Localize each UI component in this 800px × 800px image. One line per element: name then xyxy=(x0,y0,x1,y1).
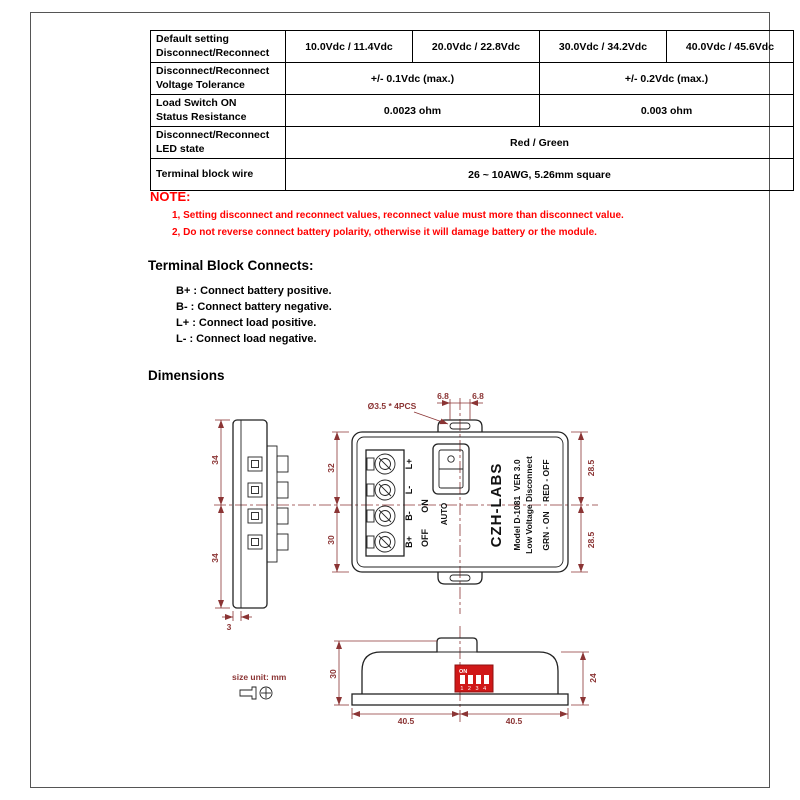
dim-label: 6.8 xyxy=(437,391,449,401)
dim-label: 3 xyxy=(226,622,232,632)
switch-off-label: OFF xyxy=(420,529,430,547)
table-cell: 0.003 ohm xyxy=(540,95,794,127)
note-item: 2, Do not reverse connect battery polarity, otherwise it will damage battery or the module. xyxy=(172,227,597,238)
led-legend-text: GRN - ON RED - OFF xyxy=(541,459,551,551)
switch-auto-label: AUTO xyxy=(440,502,449,526)
dim-label: 34 xyxy=(210,455,220,465)
table-cell: 30.0Vdc / 34.2Vdc xyxy=(540,31,667,63)
terminal-connect-item: L+ : Connect load positive. xyxy=(176,317,317,329)
side-view xyxy=(210,420,288,632)
row-label-line: Status Resistance xyxy=(156,110,247,123)
dim-label: 40.5 xyxy=(505,716,523,726)
dim-label: 30 xyxy=(328,669,338,679)
table-cell: 0.0023 ohm xyxy=(286,95,540,127)
dim-label: 28.5 xyxy=(586,459,596,477)
product-text: Low Voltage Disconnect xyxy=(524,456,534,554)
dim-label: 34 xyxy=(210,553,220,563)
terminal-connect-item: B+ : Connect battery positive. xyxy=(176,285,332,297)
rocker-switch xyxy=(433,444,469,494)
dim-label: 40.5 xyxy=(397,716,415,726)
dim-label: 30 xyxy=(326,535,336,545)
dip-on-label: ON xyxy=(459,669,468,675)
top-view xyxy=(326,391,596,584)
terminal-block xyxy=(366,450,404,556)
dim-label: 6.8 xyxy=(472,391,484,401)
row-label-line: Load Switch ON xyxy=(156,97,237,110)
table-cell: +/- 0.1Vdc (max.) xyxy=(286,63,540,95)
brand-text: CZH-LABS xyxy=(488,462,505,548)
terminal-label: B+ xyxy=(404,536,414,548)
model-text: Model D-1081 VER 3.0 xyxy=(512,459,522,551)
note-heading: NOTE: xyxy=(150,189,191,204)
dimensions-heading: Dimensions xyxy=(148,368,225,383)
row-label-line: Disconnect/Reconnect xyxy=(156,46,270,59)
dip-numbers: 1 2 3 4 xyxy=(460,686,488,692)
dip-switch xyxy=(455,665,493,692)
terminal-label: L- xyxy=(404,485,414,495)
table-cell: 40.0Vdc / 45.6Vdc xyxy=(667,31,794,63)
dim-label: 32 xyxy=(326,463,336,473)
screw-icon xyxy=(240,687,272,699)
hole-note: Ø3.5 * 4PCS xyxy=(367,401,417,411)
size-unit-label: size unit: mm xyxy=(232,672,287,682)
row-label-line: Terminal block wire xyxy=(156,167,254,180)
table-cell: 26 ~ 10AWG, 5.26mm square xyxy=(286,159,794,191)
switch-on-label: ON xyxy=(420,499,430,513)
note-item: 1, Setting disconnect and reconnect values, reconnect value must more than disconnect value. xyxy=(172,210,624,221)
bottom-view xyxy=(328,638,598,726)
table-cell: 10.0Vdc / 11.4Vdc xyxy=(286,31,413,63)
terminal-connect-item: B- : Connect battery negative. xyxy=(176,301,332,313)
table-cell: +/- 0.2Vdc (max.) xyxy=(540,63,794,95)
terminal-label: L+ xyxy=(404,458,414,470)
terminal-label: B- xyxy=(404,511,414,521)
table-cell: 20.0Vdc / 22.8Vdc xyxy=(413,31,540,63)
terminal-connects-heading: Terminal Block Connects: xyxy=(148,258,314,273)
row-label-line: Voltage Tolerance xyxy=(156,78,245,91)
dim-label: 24 xyxy=(588,673,598,683)
terminal-connect-item: L- : Connect load negative. xyxy=(176,333,317,345)
row-label-line: LED state xyxy=(156,142,205,155)
row-label-line: Default setting xyxy=(156,33,229,46)
row-label-line: Disconnect/Reconnect xyxy=(156,65,270,78)
row-label-line: Disconnect/Reconnect xyxy=(156,129,270,142)
dim-label: 28.5 xyxy=(586,531,596,549)
table-cell: Red / Green xyxy=(286,127,794,159)
